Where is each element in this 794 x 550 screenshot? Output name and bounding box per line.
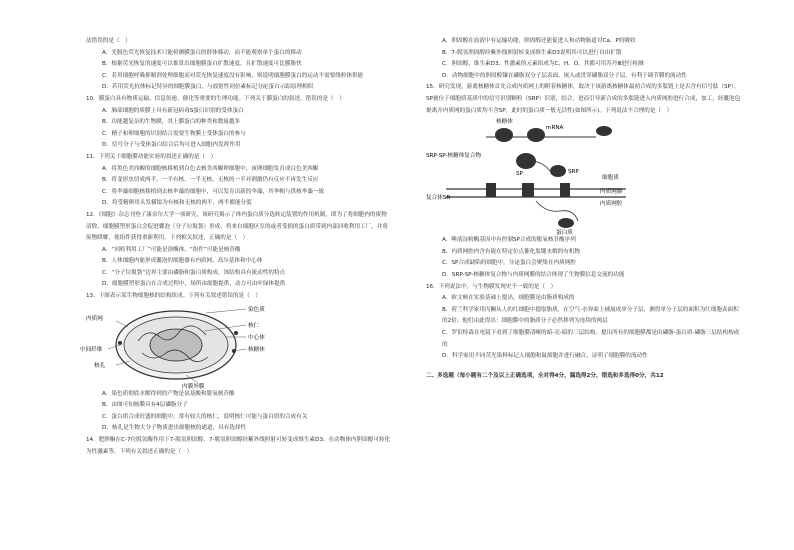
label-ribosome: 核糖体 xyxy=(496,119,513,126)
question-stem: 11．下列关于细胞膜功能实验的叙述正确的是（ ） xyxy=(86,153,217,160)
option-line: D．将受精卵用头发横缢为有核和无核的两半，两半都能分裂 xyxy=(102,200,252,207)
option-line: B．人体细胞内能形成囊泡的细胞器有内质网、高尔基体和中心体 xyxy=(102,258,263,265)
section-heading: 二、多选题（每小题有二个及以上正确选项，全对得4分，漏选得2分，错选和多选得0分，共12 xyxy=(426,372,664,379)
option-line: A．染色质彻底水解得到的产物是氨基酸和脱氧核苷酸 xyxy=(102,390,235,397)
question-stem: 12．《细胞》杂志刊登了康奈尔大学一项研究，该研究揭示了体内蛋白质分选转运装置的作用机制，即为了将细胞内的废物清除，细胞膜塑形蛋白会促进囊泡（分子垃圾袋）形成，将来自细胞区室的或者受损的蛋白质带到内部回收利用工厂，并将废物降解，使组件获得重新利用。下列相关叙述，正确的是（ ） xyxy=(86,211,389,242)
option-line: D．细胞膜塑形蛋白在合成过程中，场所由细胞提供，动力可由叶绿体提供 xyxy=(102,281,286,288)
nucleolus-shape xyxy=(150,329,202,361)
question-stem: 14．肥胖酮在C-7位脱氢酶作用下7-脱氢胆固醇，7-脱氢胆固醇经紫外线照射可转变成维生素D3，在动物体内胆固醇可转化为性激素等。下列有关叙述正确的是（ ） xyxy=(86,437,391,455)
srp-figure xyxy=(426,117,744,235)
option-line: B．根据荧光恢复的速度可以推算出细胞膜蛋白扩散速度，且扩散速度可比膜脂快 xyxy=(102,61,302,68)
option-line: D．动物细胞中的胆固醇镶在磷脂双分子层表面、嵌入或贯穿磷脂双分子层，有利于调节膜的流动性 xyxy=(442,72,687,79)
option-line: C．将伞藻细胞核移植到去核伞藻的细胞中，可以发育出新的伞藻，其伞帽与供核伞藻一致 xyxy=(102,188,325,195)
option-line: A．唾液淀粉酶基因中有控制SP合成的脱氧核苷酸序列 xyxy=(442,237,576,244)
option-line: C．蛋白质合成旺盛的细胞中，常有较大的核仁，说明核仁可能与蛋白质的合成有关 xyxy=(102,413,308,420)
protein-chain xyxy=(536,201,578,221)
option-line: A．“回收利用工厂”可能是溶酶体，“组件”可能是核苷酸 xyxy=(102,246,241,253)
option-line: C．罗伯特森在电镜下看到了细胞膜清晰的暗-亮-暗的三层结构，提出所有的细胞膜都是由磷脂-蛋白质-磷脂三层结构构成的 xyxy=(442,329,740,348)
option-line: C．SP合成缺陷的细胞中，分泌蛋白会聚集在内质网腔 xyxy=(442,260,576,267)
sr-receptor-shape xyxy=(560,183,570,197)
label-centriole: 中心体 xyxy=(248,334,265,341)
nucleus-figure xyxy=(80,303,392,390)
protein-blob xyxy=(558,218,574,228)
option-line: B．将变形虫切成两半，一半有核，一半无核，无核的一半对刺激仍有反应不再发生反应 xyxy=(102,177,319,184)
ribosome-shape xyxy=(495,128,513,142)
srp-diagram xyxy=(426,117,666,235)
option-line: B．由图可知核膜具有4层磷脂分子 xyxy=(102,402,188,409)
option-line: D．科学家用不同荧光染料标记人细胞和鼠细胞并进行融合，证明了细胞膜的流动性 xyxy=(442,353,648,360)
label-sp: SP xyxy=(516,171,523,178)
label-mrna: mRNA xyxy=(546,125,564,132)
question-stem: 13．下图表示某生物细胞核的结构组成。下列有关叙述错误的是（ ） xyxy=(86,293,261,300)
label-ribosome: 核糖体 xyxy=(248,346,265,353)
sr-receptor-shape xyxy=(486,183,496,197)
right-column xyxy=(426,36,744,382)
nucleus-diagram xyxy=(80,303,306,390)
label-er: 内质网 xyxy=(86,315,103,322)
label-er-membrane: 内质网膜 xyxy=(600,189,623,196)
label-complex: SRP-SP-核糖体复合物 xyxy=(426,153,482,160)
ribosome-shape xyxy=(596,126,612,136)
ribosome-dot xyxy=(234,331,238,335)
option-line: A．胆固醇在血液中有运输功能，胆固醇还能促进人和动物肠道对Ca、P的吸收 xyxy=(442,38,636,44)
option-line: B．7-脱氢胆固醇经紫外线照射转变成维生素D3说明其可以进行自由扩散 xyxy=(442,49,622,56)
label-middle: 中间纤维 xyxy=(80,346,103,353)
label-protein: 蛋白质 xyxy=(556,230,573,237)
left-column xyxy=(80,36,392,458)
option-line: C．精子和卵细胞的识别结合需要生物膜上受体蛋白的参与 xyxy=(102,130,246,137)
option-line: C．若用细胞呼吸抑制剂处理细胞而对荧光恢复速度没有影响，则说明细胞膜蛋白的运动不需要线粒体供能 xyxy=(102,72,364,79)
label-pore: 核孔 xyxy=(94,362,106,369)
option-line: B．内质网腔内含有能在特定位点催化肽键水解的有机物 xyxy=(442,248,581,255)
option-line: C．“分子垃圾袋”边界主要由磷脂和蛋白质构成，该结构具有流动性的特点 xyxy=(102,269,286,276)
option-line: A．肺部细胞的质膜上具有新冠病毒S蛋白识别的受体蛋白 xyxy=(102,107,244,114)
text-line: 法错误的是（ ） xyxy=(86,38,131,44)
question-stem: 16．下列说法中，与生物膜发现史不一致的是（ ） xyxy=(426,283,557,290)
label-cytoplasm: 细胞质 xyxy=(602,175,619,182)
option-line: B．荷兰科学家用丙酮从人的红细胞中提取脂质，在空气-水界面上铺展成单分子层，测得单分子层的面积为红细胞表面积的2倍。他们由此得出：细胞膜中的脂质分子必然排列为连续的两层 xyxy=(442,306,739,325)
option-line: A．将黑色美西螈的细胞核移植到白色去核美西螈卵细胞中，该卵细胞发育成白色美西螈 xyxy=(102,165,319,172)
option-line: D．信号分子与受体蛋白结合后均可进入细胞内发挥作用 xyxy=(102,142,241,149)
label-srp: SRP xyxy=(568,169,579,176)
label-nucleolus: 核仁 xyxy=(248,322,260,329)
label-er-lumen: 内质网腔 xyxy=(600,201,623,208)
srp-shape xyxy=(550,165,566,177)
question-stem: 10．膜蛋白具有物质运输、信息传递、催化等重要的生理功能。下列关于膜蛋白的叙述，错误的是（ ） xyxy=(86,95,345,102)
label-sr: 复合体SR xyxy=(426,195,451,202)
option-line: C．胆固醇、维生素D3、性激素的元素组成为C、H、O，其都可用苏丹Ⅲ进行检测 xyxy=(442,61,644,68)
option-line: B．功能越复杂的生物膜，其上膜蛋白的种类和数量越多 xyxy=(102,119,241,126)
option-line: A．欧文顿在实验基础上提出，细胞膜是由脂质构成的 xyxy=(442,295,575,302)
option-line: A．光脱色荧光恢复技术只能检测膜蛋白的群体移动，而不能观察单个蛋白的移动 xyxy=(102,49,302,56)
option-line: D．SRP-SP-核糖体复合物与内质网膜的结合体现了生物膜信息交流的功能 xyxy=(442,271,625,278)
label-chromatin: 染色质 xyxy=(248,306,265,313)
option-line: D．核孔是生物大分子物质进出细胞核的通道，具有选择性 xyxy=(102,425,247,432)
ribosome-shape xyxy=(527,128,545,142)
sr-receptor-shape xyxy=(522,183,534,197)
pore-dot xyxy=(118,341,122,345)
question-stem: 15．研究发现，游离核糖体首先合成内质网上的附着核糖体，取决于该游离核糖体最初合成的多肽链上是否含有信号肽（SP）。SP被位于细胞质基质中的信号识别颗粒（SRP）识别，结合，进而引导新合成的多肽链进入内质网腔进行合成，加工，经囊泡包裹离开内质网的蛋白质均不含SP，此时的蛋白质一般无活性(如图所示)。下列说法不合理的是（ ） xyxy=(426,84,741,114)
option-line: D．若用荧光抗体标记特异的细胞膜蛋白，与放射性同位素标记分泌蛋白示踪原理相似 xyxy=(102,84,314,91)
label-outer: 内膜外膜 xyxy=(182,383,205,390)
